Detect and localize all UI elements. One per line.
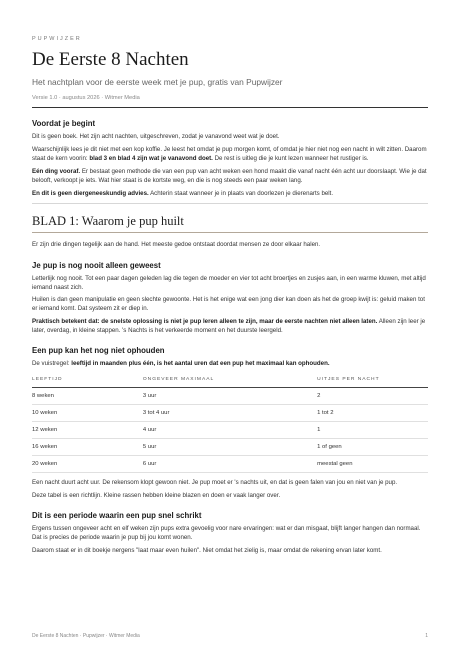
column-header-age: LEEFTIJD (32, 374, 143, 388)
table-row (32, 456, 428, 473)
table-row (32, 388, 428, 405)
intro-paragraph-3: Eén ding vooraf. Er bestaat geen methode die van een pup van acht weken een hond maakt die vanaf nacht één acht uur doorslaapt. Wie je dat belooft, verkoopt je iets. Wat hier staat is de kortste weg, en die is nog steeds een paar weken lang. (32, 167, 427, 184)
section-2-lead: De vuistregel: leeftijd in maanden plus één, is het aantal uren dat een pup het maximaal kan ophouden. (32, 360, 330, 368)
brand-label: PUPWIJZER (32, 36, 82, 42)
cell-outings: 1 of geen (317, 439, 428, 456)
cell-age: 16 weken (32, 439, 143, 456)
page-content (32, 36, 428, 558)
document-meta: Versie 1.0 · augustus 2026 · Witmer Media (32, 94, 140, 101)
cell-max: 3 uur (143, 388, 317, 405)
blad-1-intro: Er zijn drie dingen tegelijk aan de hand. Het meeste gedoe ontstaat doordat mensen ze door elkaar halen. (32, 241, 321, 249)
cell-outings: 1 tot 2 (317, 405, 428, 422)
intro-divider (32, 203, 428, 204)
blad-1-title: BLAD 1: Waarom je pup huilt (32, 213, 184, 228)
after-table-paragraph-1: Een nacht duurt acht uur. De rekensom klopt gewoon niet. Je pup moet er 's nachts uit, en dat is geen falen van jou en niet van je pup. (32, 479, 398, 487)
intro-paragraph-2: Waarschijnlijk lees je dit niet met een kop koffie. Je leest het omdat je pup morgen komt, of omdat je hier niet nog een nacht in wilt zitten. Daarom staat de kern voorin: blad 3 en blad 4 zijn wat je vanavond doet. De rest is uitleg die je kunt lezen wanneer het rustiger is. (32, 146, 427, 163)
cell-max: 5 uur (143, 439, 317, 456)
footer-text: De Eerste 8 Nachten · Pupwijzer · Witmer Media (32, 633, 140, 639)
cell-max: 3 tot 4 uur (143, 405, 317, 422)
page-footer (32, 633, 428, 639)
bladder-table (32, 374, 428, 473)
section-3-heading: Dit is een periode waarin een pup snel schrikt (32, 511, 202, 521)
section-1-paragraph-3: Praktisch betekent dat: de snelste oplossing is niet je pup leren alleen te zijn, maar de eerste nachten niet alleen laten. Alleen zijn leer je later, overdag, in kleine stappen. 's Nachts is het verkeerde moment en het duurste leergeld. (32, 317, 426, 335)
table-row (32, 439, 428, 456)
section-1-paragraph-1: Letterlijk nog nooit. Tot een paar dagen geleden lag die tegen de moeder en vier tot acht broertjes en zusjes aan, in een warme kluwen, met altijd iemand naast zich. (32, 274, 426, 291)
after-table-paragraph-2: Deze tabel is een richtlijn. Kleine rassen hebben kleine blazen en doen er vaak langer over. (32, 491, 281, 499)
section-3-paragraph-1: Ergens tussen ongeveer acht en elf weken zijn pups extra gevoelig voor nare ervaringen: wat er dan misgaat, blijft langer hangen dan normaal. Dat is precies de periode waarin je pup bij jou komt wonen. (32, 525, 421, 542)
intro-paragraph-1: Dit is geen boek. Het zijn acht nachten, uitgeschreven, zodat je vanavond weet wat je doet. (32, 133, 280, 141)
cell-outings: 1 (317, 422, 428, 439)
table-row (32, 405, 428, 422)
document-title: De Eerste 8 Nachten (32, 49, 189, 70)
header-divider (32, 107, 428, 109)
cell-max: 6 uur (143, 456, 317, 473)
intro-paragraph-4: En dit is geen diergeneeskundig advies. Achterin staat wanneer je in plaats van doorlezen je dierenarts belt. (32, 189, 334, 197)
cell-age: 12 weken (32, 422, 143, 439)
table-row (32, 422, 428, 439)
document-subtitle: Het nachtplan voor de eerste week met je pup, gratis van Pupwijzer (32, 76, 283, 87)
cell-age: 8 weken (32, 388, 143, 405)
section-1-paragraph-2: Huilen is dan geen manipulatie en geen slechte gewoonte. Het is het enige wat een jong dier kan doen als het de groep kwijt is: geluid maken tot er iemand komt. Dat systeem zit er diep in. (32, 296, 425, 313)
cell-max: 4 uur (143, 422, 317, 439)
page-number: 1 (425, 633, 428, 639)
column-header-max: ONGEVEER MAXIMAAL (143, 374, 317, 388)
column-header-outings: UITJES PER NACHT (317, 374, 428, 388)
table-header-row (32, 374, 428, 388)
cell-outings: 2 (317, 388, 428, 405)
cell-age: 20 weken (32, 456, 143, 473)
section-2-heading: Een pup kan het nog niet ophouden (32, 346, 165, 356)
cell-outings: meestal geen (317, 456, 428, 473)
blad-1-divider (32, 232, 428, 233)
section-1-heading: Je pup is nog nooit alleen geweest (32, 260, 161, 270)
cell-age: 10 weken (32, 405, 143, 422)
intro-heading: Voordat je begint (32, 119, 96, 129)
section-3-paragraph-2: Daarom staat er in dit boekje nergens "laat maar even huilen". Niet omdat het zielig is, maar omdat de rekening ervan later komt. (32, 546, 382, 554)
